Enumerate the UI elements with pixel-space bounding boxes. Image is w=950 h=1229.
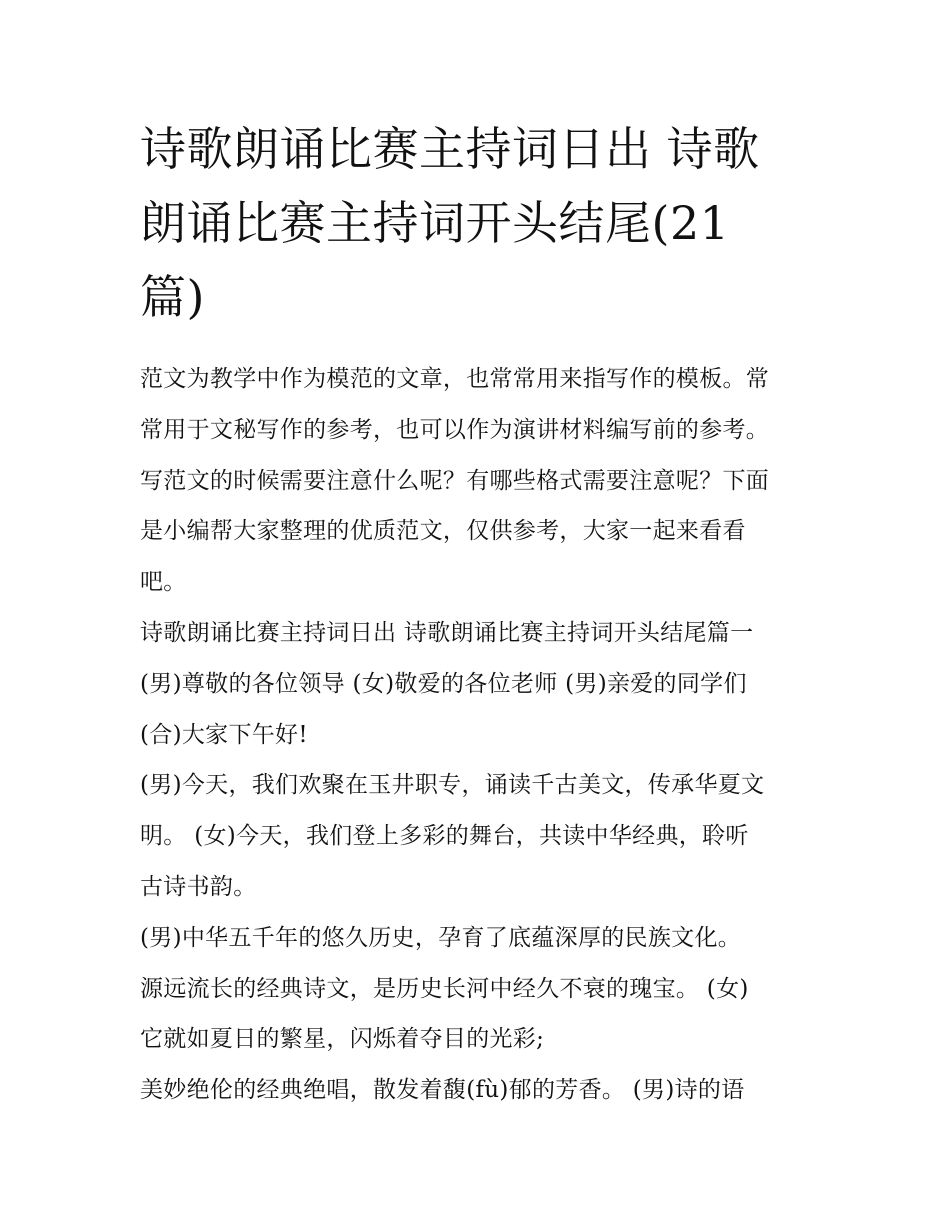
body-line: (男)中华五千年的悠久历史，孕育了底蕴深厚的民族文化。 xyxy=(140,924,742,951)
title-line-1: 诗歌朗诵比赛主持词日出 诗歌 xyxy=(140,122,760,176)
document-body xyxy=(140,354,820,1116)
body-line: 美妙绝伦的经典绝唱，散发着馥(fù)郁的芳香。 (男)诗的语 xyxy=(140,1077,745,1104)
body-line: 古诗书韵。 xyxy=(140,873,257,900)
title-line-2: 朗诵比赛主持词开头结尾(21 xyxy=(140,196,730,250)
section-heading-line: 诗歌朗诵比赛主持词日出 诗歌朗诵比赛主持词开头结尾篇一 xyxy=(140,619,754,646)
body-line: 写范文的时候需要注意什么呢？有哪些格式需要注意呢？下面 xyxy=(140,467,770,494)
body-line: 是小编帮大家整理的优质范文，仅供参考，大家一起来看看 xyxy=(140,518,746,545)
body-line: (男)尊敬的各位领导 (女)敬爱的各位老师 (男)亲爱的同学们 xyxy=(140,670,747,697)
body-line: 明。 (女)今天，我们登上多彩的舞台，共读中华经典，聆听 xyxy=(140,823,749,850)
body-line: (男)今天，我们欢聚在玉井职专，诵读千古美文，传承华夏文 xyxy=(140,772,765,799)
body-line: 范文为教学中作为模范的文章，也常常用来指写作的模板。常 xyxy=(140,366,770,392)
body-line: 常用于文秘写作的参考，也可以作为演讲材料编写前的参考。 xyxy=(140,416,770,443)
document-title xyxy=(140,112,820,334)
body-line: (合)大家下午好! xyxy=(140,721,308,748)
body-line: 源远流长的经典诗文，是历史长河中经久不衰的瑰宝。 (女) xyxy=(140,975,749,1002)
body-line: 吧。 xyxy=(140,569,187,596)
body-line: 它就如夏日的繁星，闪烁着夺目的光彩; xyxy=(140,1026,545,1053)
title-line-3: 篇) xyxy=(140,270,205,324)
